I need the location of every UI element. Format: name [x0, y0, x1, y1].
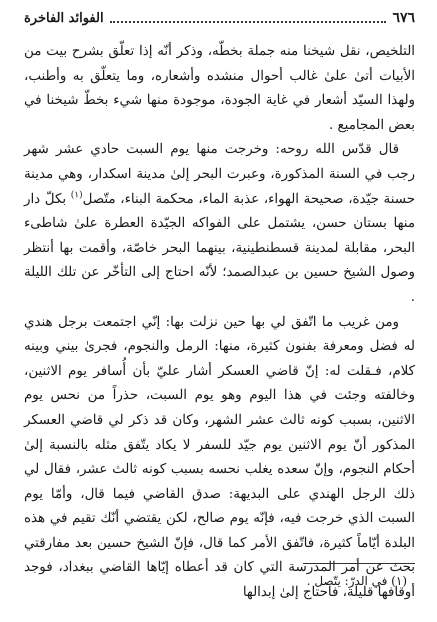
running-title: الفوائد الفاخرة	[24, 10, 104, 26]
paragraph-3: ومن غريب ما اتّفق لي بها حين نزلت بها: إنّي اجتمعت برجل هندي له فضل ومعرفة بفنون كثيرة، منها: الرمل والنجوم، فجرىٰ بيني وبينه كلام، فـقلت له: إنّ قاضي العسكر أشار عليّ بأن أُسافر يوم الاثنين، وخالفته وجئت في هذا اليوم وهو يوم السبت، حذراً من نحس يوم الاثنين، بسبب كونه ثالث عشر الشهر، وكان قد ذكر لي قاضي العسكر المذكور أنّ يوم الاثنين يوم جيّد للسفر لا يكاد يتّفق مثله بالنسبة إلىٰ أحكام النجوم، وإنّ سعده يغلب نحسه بسبب كونه ثالث عشر، فقال لي ذلك الرجل الهندي على البديهة: صدق القاضي فيما قال، وأمّا يوم السبت الذي خرجت فيه، فإنّه يوم صالح، لكن يقتضي أنّك تقيم في هذه البلدة أيّاماً كثيرة، فاتّفق الأمر كما قال، فإنّ الشيخ حسين بعد مفارقتي بحث عن أمر المدرسة التي كان قد أعطاه إيّاها القاضي ببغداد، فوجد أوقافها قليلة، فاحتاج إلىٰ إبدالها	[24, 314, 415, 601]
paragraph-2	[24, 138, 415, 310]
paragraph-2-part-1: قال قدّس الله روحه: وخرجت منها يوم السبت حادي عشر شهر رجب في السنة المذكورة، وعبرت البحر إلىٰ مدينة اسكدار، وهي مدينة حسنة جيّدة، صحيحة الهواء، عذبة الماء، محكمة البناء، متّصل	[24, 142, 415, 207]
footnote-marker: (١)	[70, 190, 83, 201]
leader-dots	[110, 13, 387, 23]
paragraph-1: التلخيص، نقل شيخنا منه جملة بخطّه، وذكر أنّه إذا تعلّق بشرح بيت من الأبيات أتىٰ علىٰ غالب أحوال منشده وأشعاره، وما يتعلّق به وأطنب، ولهذا السيّد أشعار في غاية الجودة، موجودة منها شيء بخطّ شيخنا في بعض المجاميع .	[24, 44, 415, 133]
page-number: ٦٧٦	[392, 10, 415, 26]
paragraph-2-part-2: بكلّ دار منها بستان حسن، يشتمل على الفواكه الجيّدة العطرة علىٰ شاطىء البحر، مقابلة لمدينة قسطنطينية، بينهما البحر خاصّة، وأقمت بها أنتظر وصول الشيخ حسين بن عبدالصمد؛ لأنّه احتاج إلى التأخّر عن تلك الليلة .	[24, 191, 415, 305]
footnote: (١) في الدرّ: يتّصل .	[306, 574, 407, 588]
running-head	[24, 8, 415, 28]
main-text	[24, 40, 415, 606]
footnote-divider	[303, 563, 415, 564]
